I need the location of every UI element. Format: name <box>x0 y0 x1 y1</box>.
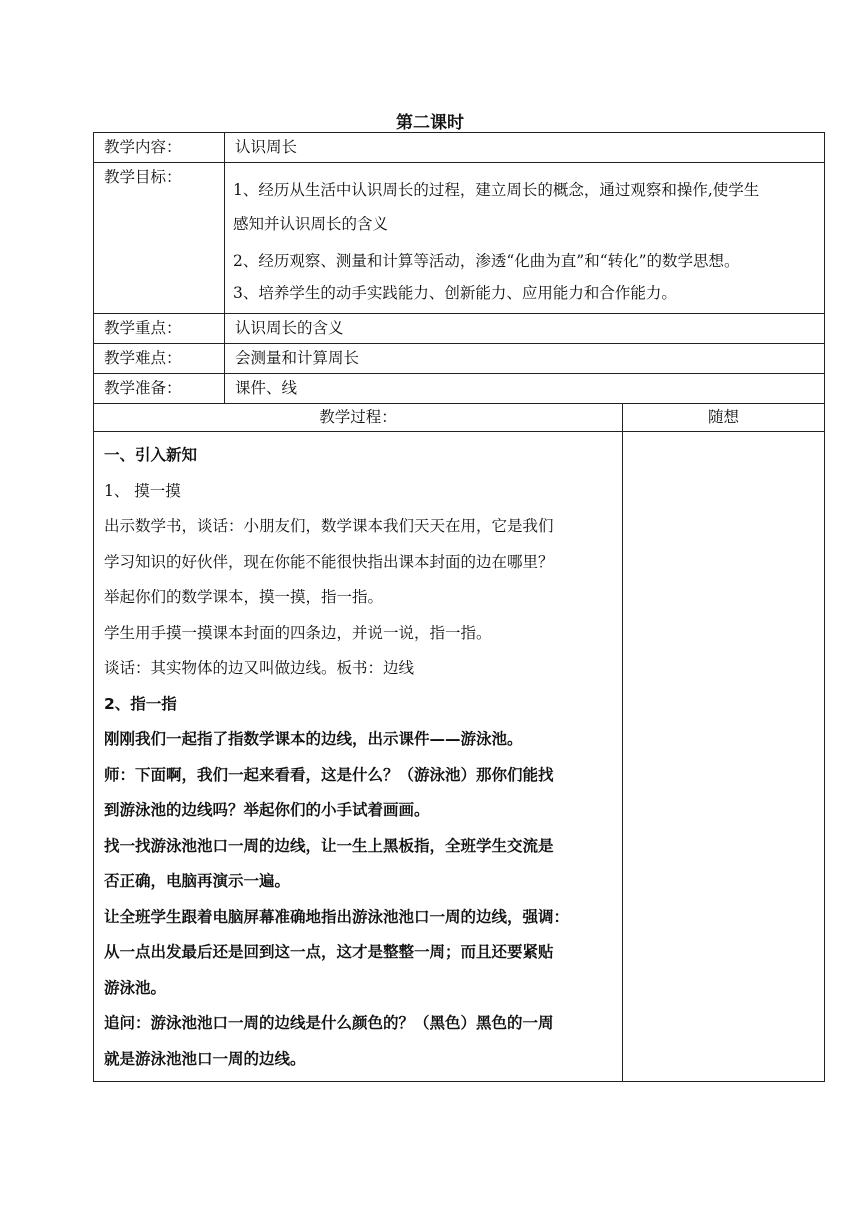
process-line: 刚刚我们一起指了指数学课本的边线，出示课件——游泳池。 <box>104 730 523 748</box>
notes-cell <box>623 432 825 1082</box>
process-line: 学习知识的好伙伴，现在你能不能很快指出课本封面的边在哪里？ <box>104 552 554 571</box>
goals-label: 教学目标： <box>94 163 225 314</box>
process-line: 让全班学生跟着电脑屏幕准确地指出游泳池池口一周的边线，强调： <box>104 907 570 926</box>
process-header: 教学过程： <box>94 404 623 432</box>
row-difficulty <box>94 344 825 374</box>
key-point-label: 教学重点： <box>94 314 225 344</box>
process-line: 1、 摸一摸 <box>104 481 181 500</box>
content-label: 教学内容： <box>94 133 225 163</box>
process-line: 追问：游泳池池口一周的边线是什么颜色的？（黑色）黑色的一周 <box>104 1014 554 1032</box>
process-line: 到游泳池的边线吗？举起你们的小手试着画画。 <box>104 801 430 819</box>
page-title: 第二课时 <box>396 113 464 133</box>
row-preparation <box>94 374 825 404</box>
goal-line: 2、经历观察、测量和计算等活动，渗透“化曲为直”和“转化”的数学思想。 <box>233 252 740 270</box>
process-line: 谈话：其实物体的边又叫做边线。板书：边线 <box>104 659 415 677</box>
difficulty-label: 教学难点： <box>94 344 225 374</box>
process-line: 从一点出发最后还是回到这一点，这才是整整一周；而且还要紧贴 <box>104 943 554 961</box>
preparation-label: 教学准备： <box>94 374 225 404</box>
preparation-value: 课件、线 <box>225 374 825 404</box>
process-line: 师：下面啊，我们一起来看看，这是什么？（游泳池）那你们能找 <box>104 765 554 784</box>
process-line: 找一找游泳池池口一周的边线，让一生上黑板指，全班学生交流是 <box>104 836 554 855</box>
row-goals <box>94 163 825 314</box>
row-content <box>94 133 825 163</box>
key-point-value: 认识周长的含义 <box>225 314 825 344</box>
row-process <box>94 432 825 1082</box>
goal-line: 1、经历从生活中认识周长的过程，建立周长的概念，通过观察和操作,使学生 <box>233 181 760 199</box>
notes-header: 随想 <box>623 404 825 432</box>
process-cell <box>94 432 623 1082</box>
process-line: 否正确，电脑再演示一遍。 <box>104 872 291 890</box>
row-key-point <box>94 314 825 344</box>
goal-line: 3、培养学生的动手实践能力、创新能力、应用能力和合作能力。 <box>233 284 677 302</box>
process-line: 一、引入新知 <box>104 446 198 464</box>
process-line: 游泳池。 <box>104 978 167 997</box>
lesson-plan-table <box>93 132 825 1082</box>
goal-line: 感知并认识周长的含义 <box>233 215 389 233</box>
goals-value <box>225 163 825 314</box>
content-value: 认识周长 <box>225 133 825 163</box>
process-line: 举起你们的数学课本，摸一摸，指一指。 <box>104 588 384 606</box>
process-line: 2、指一指 <box>104 694 177 713</box>
process-line: 学生用手摸一摸课本封面的四条边，并说一说，指一指。 <box>104 623 492 642</box>
process-line: 就是游泳池池口一周的边线。 <box>104 1049 306 1068</box>
row-section-headers <box>94 404 825 432</box>
process-line: 出示数学书，谈话：小朋友们，数学课本我们天天在用，它是我们 <box>104 517 554 535</box>
difficulty-value: 会测量和计算周长 <box>225 344 825 374</box>
